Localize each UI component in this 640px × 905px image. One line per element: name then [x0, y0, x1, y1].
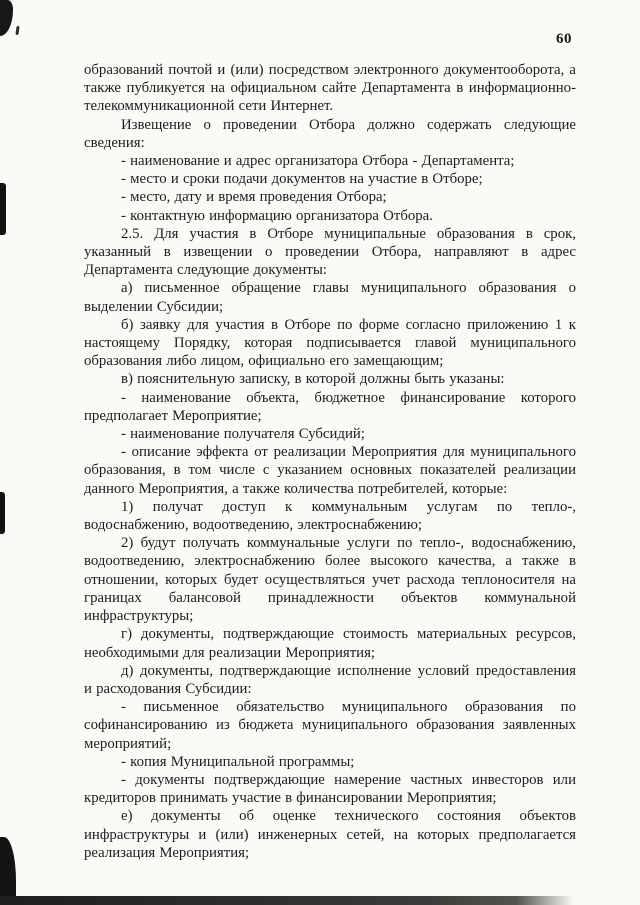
scan-artifact-left-strip-1 — [0, 183, 6, 235]
scan-artifact-bottom-strip — [0, 896, 574, 905]
document-content — [84, 61, 576, 862]
list-item: в) пояснительную записку, в которой должны быть указаны: — [121, 371, 505, 388]
list-item: - место и сроки подачи документов на участие в Отборе; — [121, 171, 483, 188]
list-item: д) документы, подтверждающие исполнение условий предоставления и расходования Субсидии: — [84, 662, 576, 697]
list-item: - контактную информацию организатора Отбора. — [121, 207, 433, 224]
scan-artifact-top-tick — [15, 26, 19, 35]
list-item: - документы подтверждающие намерение частных инвесторов или кредиторов принимать участие в финансировании Мероприятия; — [84, 771, 576, 807]
list-item: б) заявку для участия в Отборе по форме согласно приложению 1 к настоящему Порядку, которая подписывается главой муниципального образования либо лицом, официально его замещающим; — [84, 316, 576, 370]
paragraph: 2.5. Для участия в Отборе муниципальные образования в срок, указанный в извещении о проведении Отбора, направляют в адрес Департамента следующие документы: — [84, 225, 576, 279]
list-item: е) документы об оценке технического состояния объектов инфраструктуры и (или) инженерных сетей, на которых предполагается реализация Мероприятия; — [84, 808, 576, 861]
list-item: - описание эффекта от реализации Мероприятия для муниципального образования, в том числе с указанием основных показателей реализации данного Мероприятия, а также количества потребителей, которые: — [84, 444, 576, 497]
list-item: - наименование и адрес организатора Отбора - Департамента; — [121, 153, 515, 170]
scan-artifact-left-strip-2 — [0, 492, 5, 534]
paragraph: образований почтой и (или) посредством электронного документооборота, а также публикуется на официальном сайте Департамента в информационно-телекоммуникационной сети Интернет. — [84, 62, 576, 115]
list-item: 1) получат доступ к коммунальным услугам по тепло-, водоснабжению, водоотведению, электроснабжению; — [84, 498, 576, 534]
page-number: 60 — [556, 31, 572, 47]
list-item: а) письменное обращение главы муниципального образования о выделении Субсидии; — [84, 280, 576, 315]
scan-artifact-bottom-left — [0, 837, 16, 905]
list-item: - наименование получателя Субсидий; — [121, 426, 365, 443]
list-item: - копия Муниципальной программы; — [121, 753, 355, 770]
list-item: - место, дату и время проведения Отбора; — [121, 189, 387, 206]
list-item: - наименование объекта, бюджетное финансирование которого предполагает Мероприятие; — [84, 389, 576, 424]
scan-artifact-top-left — [0, 0, 13, 36]
list-item: 2) будут получать коммунальные услуги по тепло-, водоснабжению, водоотведению, электроснабжению более высокого качества, а также в отношении, которых будет осуществляться учет расхода теплоносителя на границах балансовой принадлежности объектов коммунальной инфраструктуры; — [84, 535, 576, 625]
list-item: г) документы, подтверждающие стоимость материальных ресурсов, необходимыми для реализации Мероприятия; — [84, 626, 576, 661]
list-item: - письменное обязательство муниципального образования по софинансированию из бюджета муниципального образования заявленных мероприятий; — [84, 699, 576, 752]
paragraph: Извещение о проведении Отбора должно содержать следующие сведения: — [84, 116, 576, 151]
